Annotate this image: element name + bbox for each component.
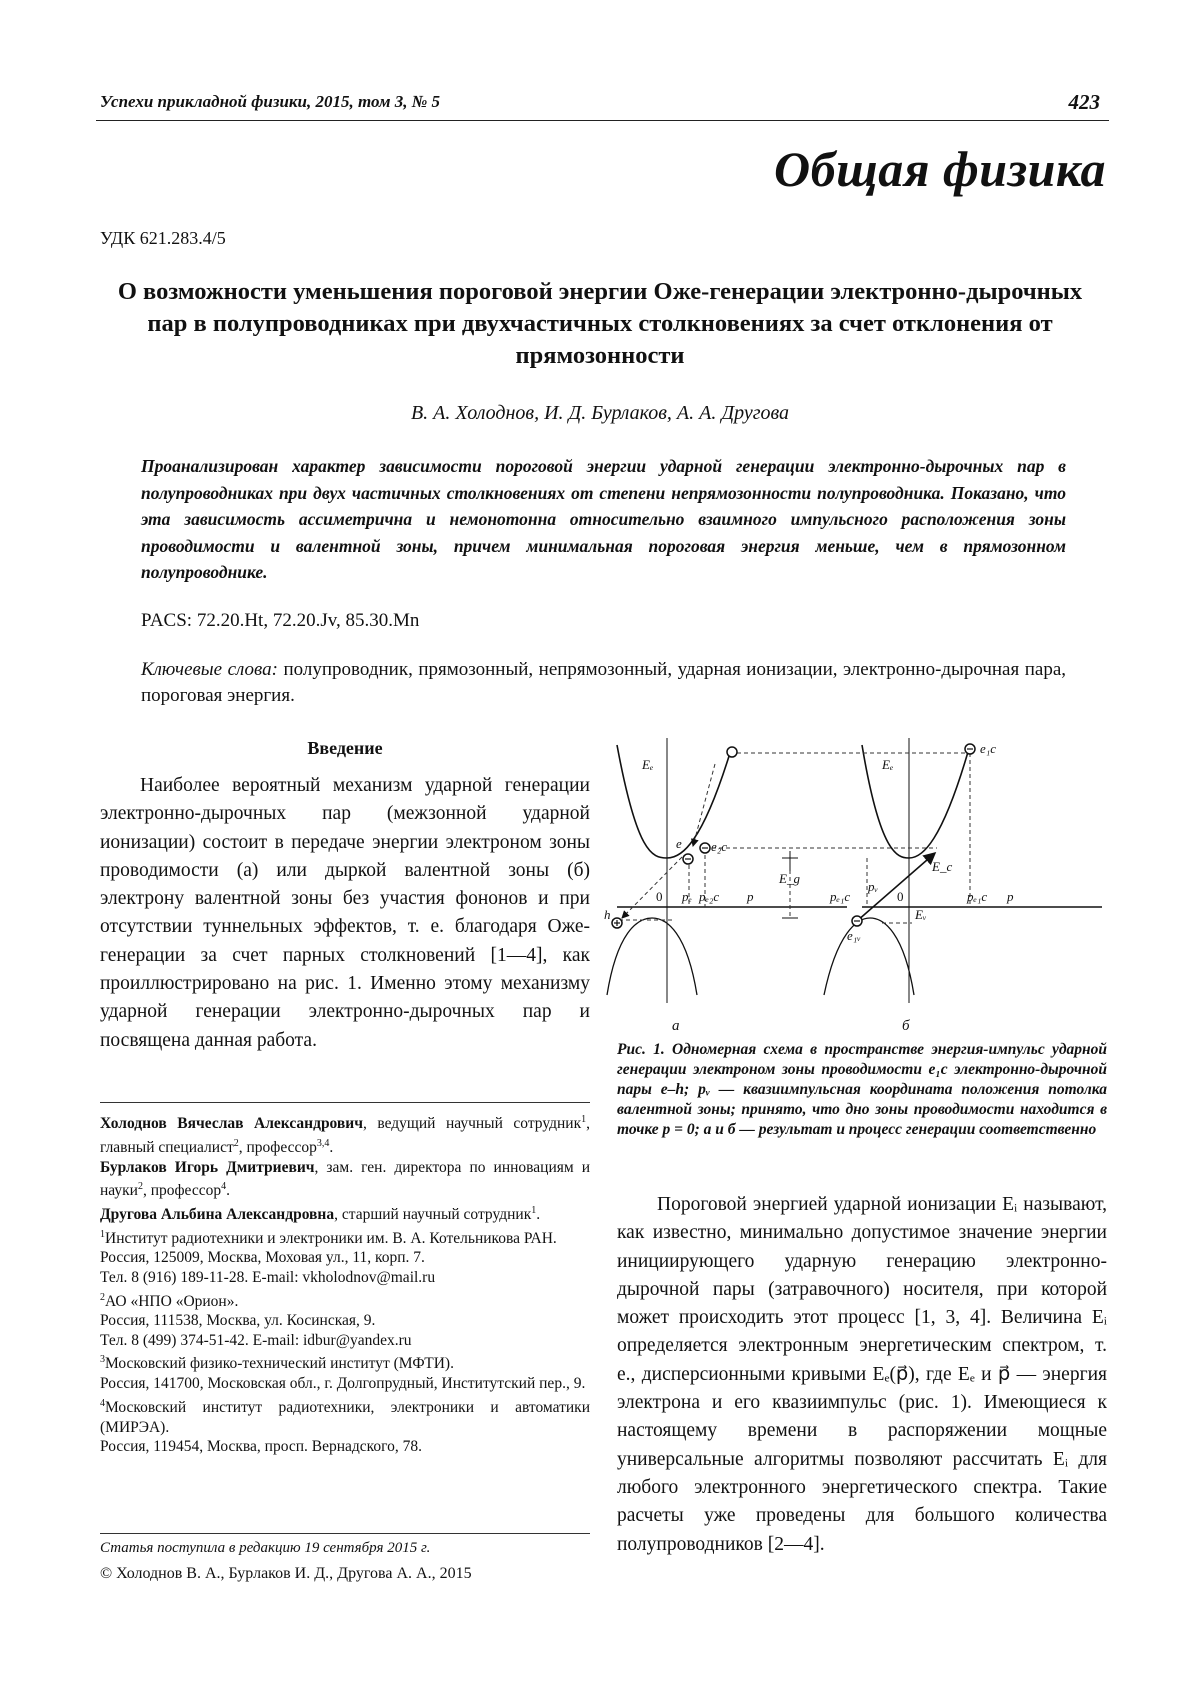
org3: Московский физико-технический институт (МФТИ). (105, 1355, 454, 1373)
author1-text3: , профессор (238, 1138, 317, 1156)
article-title: О возможности уменьшения пороговой энергии Оже-генерации электронно-дырочных пар в полупроводниках при двухчастичных столкновениях за счет отклонения от прямозонности (117, 278, 1083, 369)
org1: Институт радиотехники и электроники им. В. А. Котельникова РАН. (105, 1229, 557, 1247)
label-e: e (676, 836, 682, 851)
author3-name: Другова Альбина Александровна (100, 1206, 335, 1223)
received-rule (100, 1533, 590, 1534)
label-Ee-b: Eₑ (882, 757, 894, 772)
panel-a-label: а (672, 1018, 680, 1034)
label-pe2c: pₑ₂c (699, 889, 720, 904)
panel-b-label: б (902, 1018, 910, 1034)
sup: 1 (581, 1114, 587, 1125)
label-p-a: p (747, 889, 754, 904)
label-zero-b: 0 (897, 889, 904, 904)
label-e1c: e₁c (980, 741, 997, 756)
sup: 4 (221, 1181, 227, 1193)
sup: 3,4 (316, 1137, 330, 1149)
figure-caption: Рис. 1. Одномерная схема в пространстве энергия-импульс ударной генерации электроном зоны проводимости e₁c электронно-дырочной пары e–h; pᵥ — квазиимпульсная координата положения потолка валентной зоны; принято, что дно зоны проводимости находится в точке p = 0; а и б — результат и процесс генерации соответственно (617, 1041, 1107, 1138)
author2-name: Бурлаков Игорь Дмитриевич (100, 1158, 315, 1176)
label-e1v: e₁ᵥ (847, 928, 861, 943)
org1-address: Россия, 125009, Москва, Моховая ул., 11, корп. 7. (100, 1249, 425, 1267)
keywords (141, 657, 1066, 709)
label-pv: pᵥ (868, 879, 879, 894)
org2-contact: Тел. 8 (499) 374-51-42. E-mail: idbur@yandex.ru (100, 1331, 412, 1349)
band-diagram-figure (604, 733, 1107, 1034)
label-pe1c-neg: pₑ₁c (830, 889, 851, 904)
label-Ec: E_c (932, 859, 953, 874)
intro-heading: Введение (307, 738, 383, 758)
particle-e1c-start (727, 747, 737, 757)
org3-address: Россия, 141700, Московская обл., г. Долгопрудный, Институтский пер., 9. (100, 1375, 586, 1393)
journal-header: Успехи прикладной физики, 2015, том 3, № 5 (100, 92, 441, 111)
label-Eg: E_g (779, 871, 800, 886)
keywords-label: Ключевые слова: (141, 659, 278, 680)
author-footnotes: Холоднов Вячеслав Александрович, ведущий научный сотрудник$^1$, главный специалист$^2$, профессор$^{3,4}$. Бурлаков Игорь Дмитриевич, зам. ген. директора по инновациям и науки$^2$, профессор$^4$. Другова Альбина Александровна, старший научный сотрудник$^1$. $^1$Институт радиотехники и электроники им. В. А. Котельникова РАН. Россия, 125009, Москва, Моховая ул., 11, корп. 7. Тел. 8 (916) 189-11-28. E-mail: vkholodnov@mail.ru $^2$АО «НПО «Орион». Россия, 111538, Москва, ул. Косинская, 9. Тел. 8 (499) 374-51-42. E-mail: idbur@yandex.ru $^3$Московский физико-технический институт (МФТИ). Россия, 141700, Московская обл., г. Долгопрудный, Институтский пер., 9. $^4$Московский институт радиотехники, электроники и автоматики (МИРЭА). Россия, 119454, Москва, просп. Вернадского, 78. (100, 1114, 590, 1456)
sup: 4 (100, 1397, 105, 1409)
panel-b-valence-band (824, 918, 914, 995)
author2-text2: , профессор (142, 1182, 222, 1200)
footnote-rule (100, 1102, 590, 1103)
label-e2c: e₂c (711, 839, 728, 854)
sup: 2 (137, 1181, 143, 1193)
label-zero-a: 0 (656, 889, 663, 904)
panel-b-conduction-band (862, 745, 970, 858)
panel-a-valence-band (607, 918, 697, 995)
header-rule (96, 120, 1109, 121)
udk-code: УДК 621.283.4/5 (100, 228, 226, 248)
org4: Московский институт радиотехники, электроники и автоматики (МИРЭА). (100, 1398, 590, 1436)
org1-contact: Тел. 8 (916) 189-11-28. E-mail: vkholodnov@mail.ru (100, 1268, 436, 1286)
sup: 2 (100, 1291, 105, 1303)
org2: АО «НПО «Орион». (105, 1292, 239, 1310)
author2-text: , зам. ген. директора по инновациям и науки (100, 1158, 590, 1200)
label-h: h (604, 907, 611, 922)
label-pe1c: pₑ₁c (967, 889, 988, 904)
label-p-b: p (1007, 889, 1014, 904)
author1-text2: , главный специалист (100, 1115, 590, 1156)
abstract: Проанализирован характер зависимости пороговой энергии ударной генерации электронно-дырочных пар в полупроводниках при двух частичных столкновениях от степени непрямозонности полупроводника. Показано, что эта зависимость ассиметрична и немонотонна относительно взаимного импульсного расположения зоны проводимости и валентной зоны, причем минимальная пороговая энергия меньше, чем в прямозонном полупроводнике. (141, 456, 1066, 582)
label-Ee-a: Eₑ (642, 757, 654, 772)
author1-text: , ведущий научный сотрудник (362, 1115, 582, 1133)
author1-name: Холоднов Вячеслав Александрович (100, 1115, 363, 1133)
intro-paragraph: Наиболее вероятный механизм ударной генерации электронно-дырочных пар (межзонной ударной ионизации) состоит в передаче энергии электроном зоны проводимости (а) или дыркой валентной зоны (б) электрону валентной зоны без участия фононов и при отсутствии туннельных эффектов, т. е. благодаря Оже-генерации за счет парных столкновений [1—4], как проиллюстрировано на рис. 1. Именно этому механизму ударной генерации электронно-дырочных пар и посвящена данная работа. (100, 775, 590, 1051)
sup: 2 (233, 1137, 239, 1149)
section-title: Общая физика (774, 141, 1106, 197)
body-paragraph-2: Пороговой энергией ударной ионизации Eᵢ называют, как известно, минимально допустимое значение энергии инициирующего ударную генерацию электронно-дырочной пары (затравочного) носителя, при которой может происходить этот процесс [1, 3, 4]. Величина Eᵢ определяется электронным энергетическим спектром, т. е., дисперсионными кривыми Eₑ(p⃗), где Eₑ и p⃗ — энергия электрона и его квазиимпульс (рис. 1). Имеющиеся к настоящему времени в распоряжении мощные универсальные алгоритмы позволяют рассчитать Eᵢ для любого электронного энергетического спектра. Такие расчеты уже проведены для большого количества полупроводников [2—4]. (617, 1194, 1107, 1555)
sup: 1 (100, 1228, 105, 1240)
label-pe: pₑ (682, 889, 692, 904)
authors: В. А. Холоднов, И. Д. Бурлаков, А. А. Другова (410, 402, 790, 424)
author3-text: , старший научный сотрудник (334, 1206, 532, 1223)
sup: 1 (531, 1204, 537, 1216)
received-date: Статья поступила в редакцию 19 сентября 2015 г. (100, 1540, 431, 1556)
page-number: 423 (1068, 90, 1100, 114)
copyright: © Холоднов В. А., Бурлаков И. Д., Другова А. А., 2015 (100, 1565, 472, 1582)
label-Ev: Eᵥ (915, 907, 927, 922)
pacs: PACS: 72.20.Ht, 72.20.Jv, 85.30.Mn (141, 610, 420, 631)
org4-address: Россия, 119454, Москва, просп. Вернадского, 78. (100, 1438, 423, 1456)
org2-address: Россия, 111538, Москва, ул. Косинская, 9. (100, 1312, 376, 1330)
keywords-text: полупроводник, прямозонный, непрямозонный, ударная ионизации, электронно-дырочная пара, пороговая энергия. (141, 659, 1067, 706)
